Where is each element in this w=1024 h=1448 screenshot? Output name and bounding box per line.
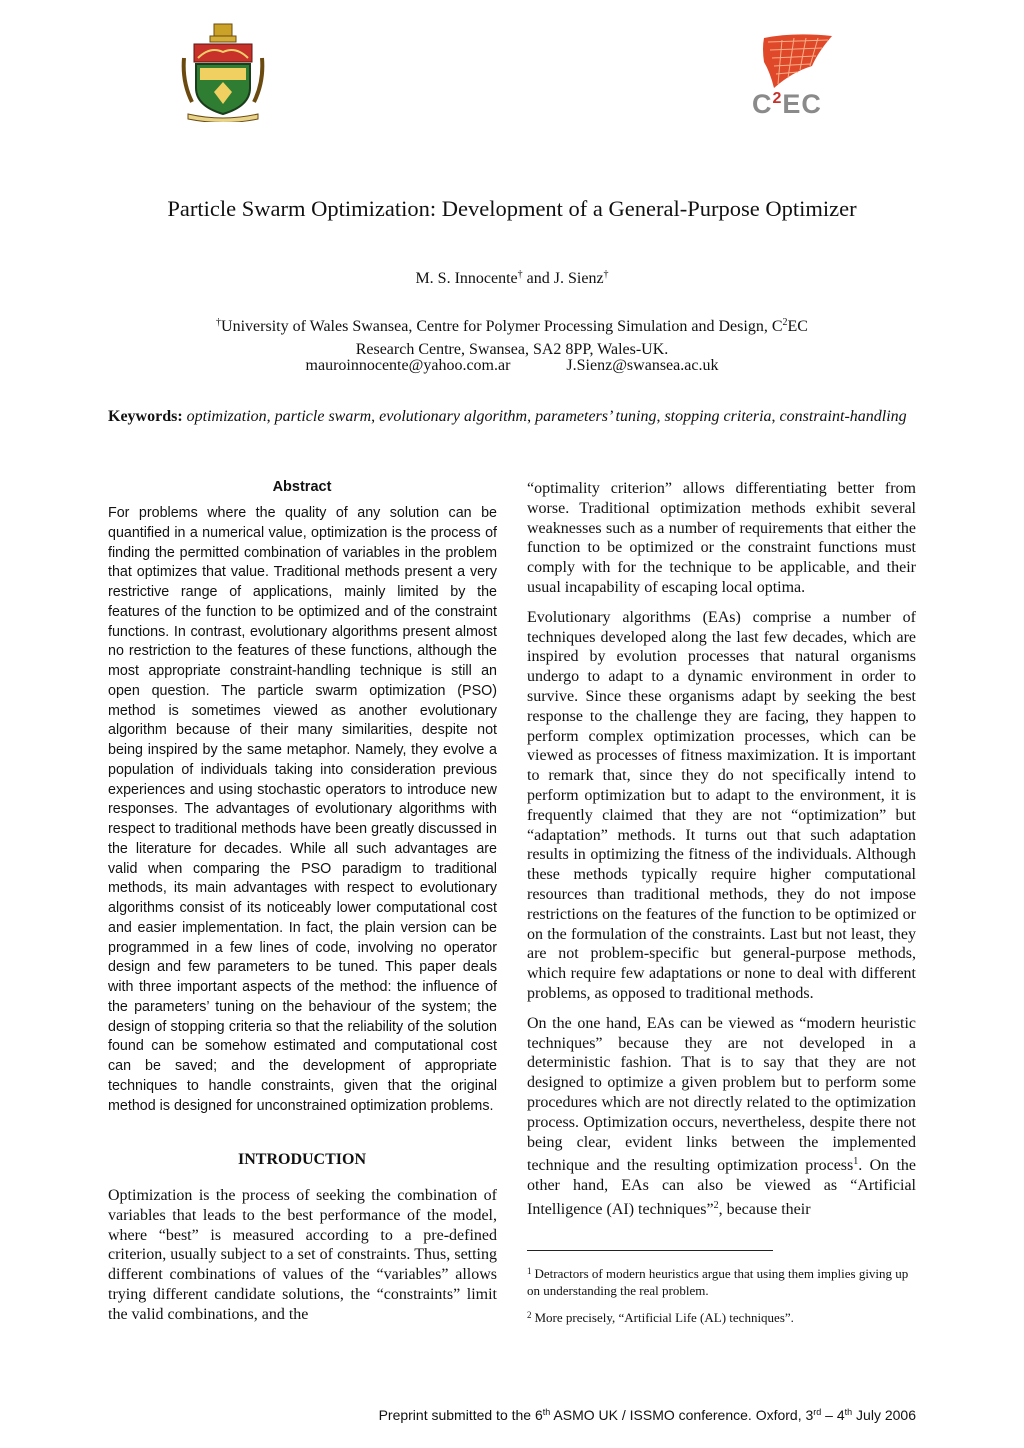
- keyword-item: particle swarm: [274, 408, 372, 425]
- keyword-item: parameters’ tuning: [535, 408, 657, 425]
- email-2[interactable]: J.Sienz@swansea.ac.uk: [566, 357, 719, 374]
- email-line: [0, 357, 1024, 375]
- keywords-label: Keywords:: [108, 408, 183, 425]
- paragraph-heuristics: On the one hand, EAs can be viewed as “modern heuristic techniques” because they are not developed in a deterministic fashion. That is to say that they are not designed to optimize a given problem but to perform some procedures which are not directly related to the optimization process. Optimization occurs, nevertheless, despite there not being clear, evident links between the implemented technique and the resulting optimization process$^1$. On the other hand, EAs can also be viewed as “Artificial Intelligence (AI) techniques”$^2$, because their: [527, 1014, 916, 1218]
- footnote-2: $^2$ More precisely, “Artificial Life (AL) techniques”.: [527, 1310, 794, 1325]
- paragraph-evolutionary-algorithms: Evolutionary algorithms (EAs) comprise a number of techniques developed along the last few decades, which are inspired by evolution processes that natural organisms undergo to adapt to a dynamic environment in order to survive. Since these organisms adapt by seeking the best response to the challenge they are facing, they happen to perform complex optimization processes, which can be viewed as processes of fitness maximization. It is important to remark that, since they do not specifically intend to perform optimization but to adapt to the environment, it is frequently claimed that they are not “optimization” but “adaptation” methods. It turns out that such adaptation results in optimizing the fitness of the individuals. Although these methods typically require higher computational resources than traditional methods, they do not impose restrictions on the features of the function to be optimized or on the formulation of the constraints. Last but not least, they are not problem-specific but general-purpose methods, which require few adaptations or none to deal with different problems, as opposed to traditional methods.: [527, 608, 916, 1002]
- keywords-list: optimization, particle swarm, evolutionary algorithm, parameters’ tuning, stopping criteria, constraint-handling: [186, 408, 907, 425]
- keyword-item: optimization: [186, 408, 267, 425]
- abstract-body: For problems where the quality of any solution can be quantified in a numerical value, optimization is the process of finding the permitted combination of variables in the problem that optimizes that value. Traditional methods present a very restrictive range of applications, mainly limited by the features of the function to be optimized and of the constraint functions. In contrast, evolutionary algorithms present almost no restriction to the features of these functions, although the most appropriate constraint-handling technique is still an open question. The particle swarm optimization (PSO) method is sometimes viewed as another evolutionary algorithm because of their many similarities, despite not being inspired by the same metaphor. Namely, they evolve a population of individuals taking into consideration previous experiences and using stochastic operators to introduce new responses. The advantages of evolutionary algorithms with respect to traditional methods have been greatly discussed in the literature for decades. While all such advantages are valid when comparing the PSO paradigm to traditional methods, its main advantages with respect to evolutionary algorithms consist of its noticeably lower computational cost and easier implementation. In fact, the plain version can be programmed in a few lines of code, involving no operator design and few parameters to be tuned. This paper deals with three important aspects of the method: the influence of the parameters’ tuning on the behaviour of the system; the design of stopping criteria so that the reliability of the solution found can be somehow estimated and computational cost can be saved; and the development of appropriate techniques to handle constraints, given that the original method is designed for unconstrained optimization problems.: [108, 505, 497, 1114]
- keyword-item: stopping criteria: [664, 408, 772, 425]
- introduction-body: Optimization is the process of seeking the combination of variables that leads to the best performance of the model, where “best” is measured according to a pre-defined criterion, usually subject to a set of constraints. Thus, setting different combinations of values of the “variables” allows trying different candidate solutions, the “constraints” limit the valid combinations, and the: [108, 1187, 497, 1323]
- c2ec-logo: [748, 32, 836, 120]
- footnote-ref-1[interactable]: 1: [853, 1156, 859, 1168]
- email-1[interactable]: mauroinnocente@yahoo.com.ar: [305, 357, 511, 374]
- author-1: M. S. Innocente: [415, 270, 518, 287]
- keyword-item: evolutionary algorithm: [379, 408, 528, 425]
- right-column: [527, 479, 916, 1220]
- paragraph-optimality: “optimality criterion” allows differentiating better from worse. Traditional optimization methods exhibit several weaknesses such as a number of requirements that either the function to be optimized or the constraint functions must comply with for the technique to be applicable, and their usual incapability of escaping local optima.: [527, 480, 916, 596]
- footnotes: [527, 1263, 916, 1334]
- author-2: J. Sienz: [553, 270, 604, 287]
- affiliation: [0, 312, 1024, 361]
- university-crest-logo: [180, 22, 266, 122]
- keywords: [108, 406, 916, 428]
- abstract-heading: Abstract: [272, 479, 332, 495]
- affiliation-line-1: †University of Wales Swansea, Centre for Polymer Processing Simulation and Design, $C^2EC$: [216, 317, 808, 335]
- paper-title: Particle Swarm Optimization: Development of a General-Purpose Optimizer: [167, 196, 857, 221]
- affiliation-line-2: Research Centre, Swansea, SA2 8PP, Wales-UK.: [355, 340, 669, 358]
- footnote-ref-2[interactable]: 2: [713, 1199, 719, 1211]
- footnote-1: $^1$ Detractors of modern heuristics argue that using them implies giving up on understanding the real problem.: [527, 1266, 909, 1298]
- preprint-footer: Preprint submitted to the 6th ASMO UK / ISSMO conference. Oxford, 3rd – 4th July 2006: [378, 1407, 916, 1423]
- author-line: M. S. Innocente† and J. Sienz†: [415, 269, 609, 287]
- introduction-heading: INTRODUCTION: [237, 1151, 366, 1168]
- keyword-item: constraint-handling: [779, 408, 907, 425]
- footnote-divider: [527, 1250, 773, 1251]
- c2ec-wordmark: $C^2EC$: [752, 89, 822, 119]
